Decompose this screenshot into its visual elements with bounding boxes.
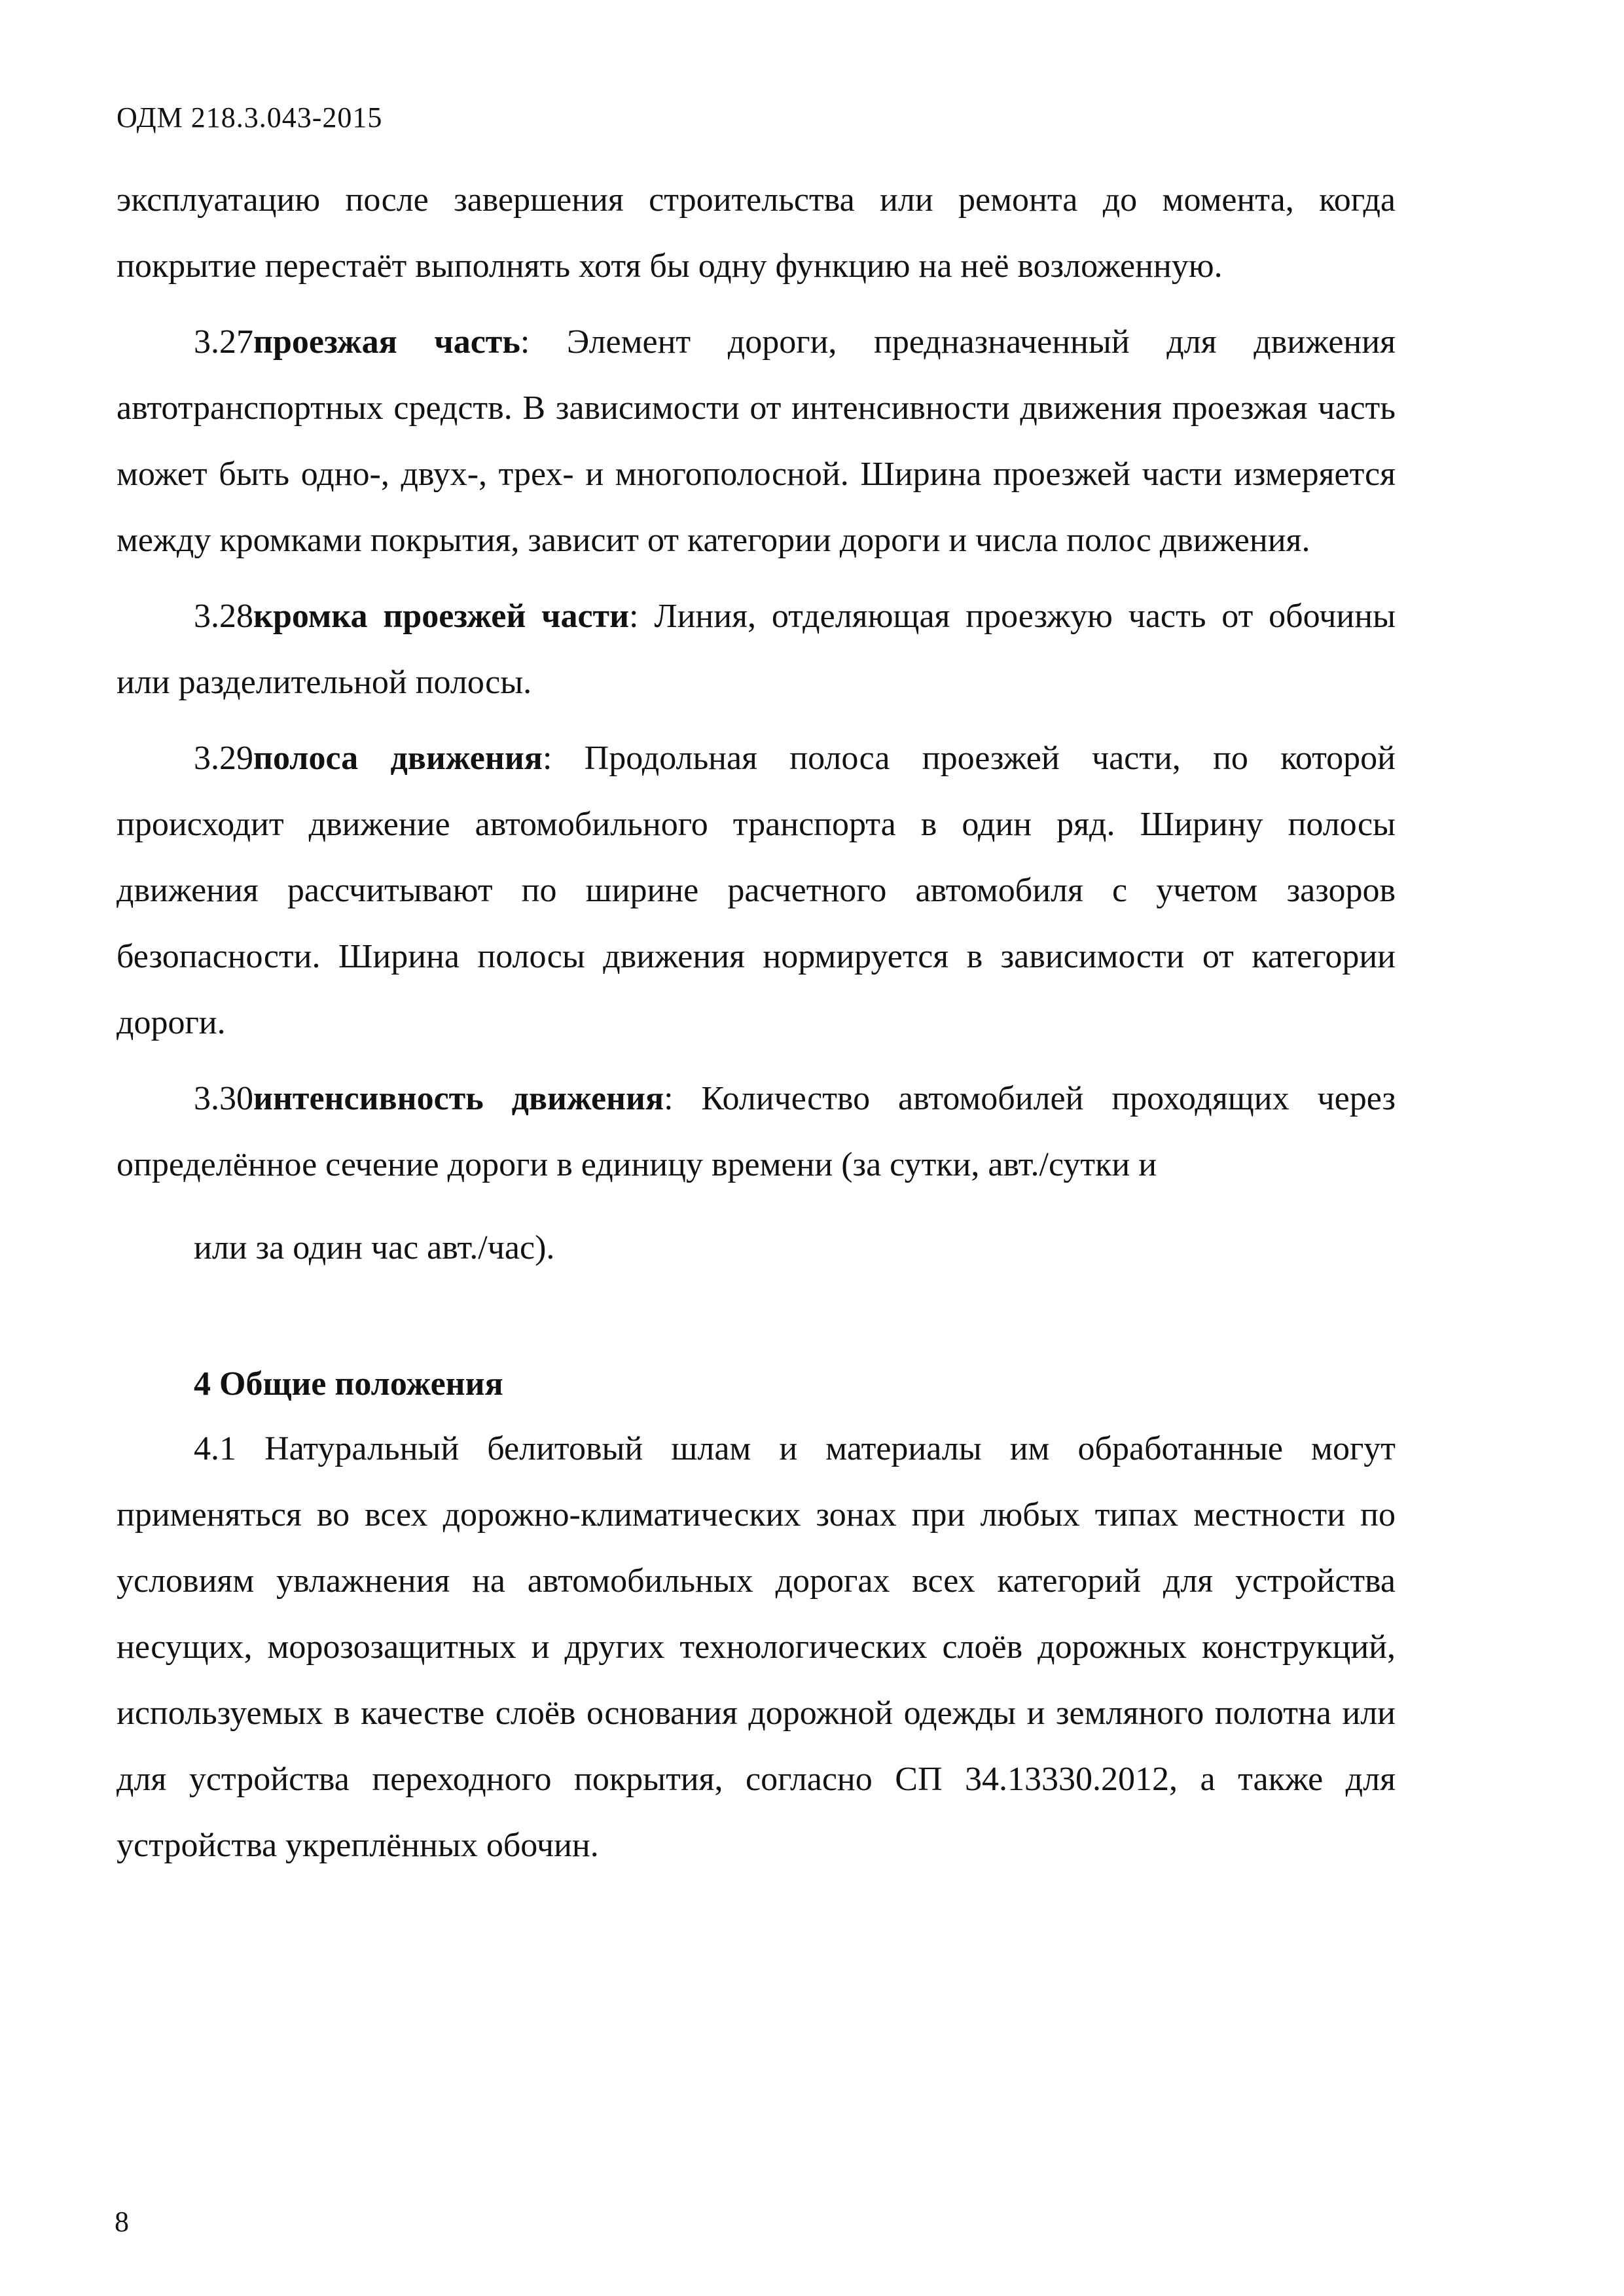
definition-text-tail: или за один час авт./час). <box>194 1229 555 1266</box>
document-code-header: ОДМ 218.3.043-2015 <box>117 101 383 134</box>
clause-number: 3.28 <box>194 598 253 635</box>
defined-term: интенсивность движения <box>253 1080 664 1117</box>
definition-3-27 <box>117 309 1396 573</box>
definition-text: : Продольная полоса проезжей части, по которой происходит движение автомобильного транспорта в один ряд. Ширину полосы движения рассчитывают по ширине расчетного автомобиля с учетом зазоров безопасности. Ширина полосы движения нормируется в зависимости от категории дороги. <box>117 740 1396 1041</box>
definition-3-30 <box>117 1066 1396 1281</box>
definition-text: : Элемент дороги, предназначенный для движения автотранспортных средств. В зависимости от интенсивности движения проезжая часть может быть одно-, двух-, трех- и многополосной. Ширина проезжей части измеряется между кромками покрытия, зависит от категории дороги и числа полос движения. <box>117 323 1396 559</box>
clause-number: 3.29 <box>194 740 253 777</box>
definition-text: : Количество автомобилей проходящих через определённое сечение дороги в единицу времени (за сутки, авт./сутки и <box>117 1080 1396 1183</box>
paragraph-4-1: 4.1 Натуральный белитовый шлам и материалы им обработанные могут применяться во всех дорожно-климатических зонах при любых типах местности по условиям увлажнения на автомобильных дорогах всех категорий для устройства несущих, морозозащитных и других технологических слоёв дорожных конструкций, используемых в качестве слоёв основания дорожной одежды и земляного полотна или для устройства переходного покрытия, согласно СП 34.13330.2012, а также для устройства укреплённых обочин. <box>117 1430 1396 1864</box>
defined-term: кромка проезжей части <box>253 598 630 635</box>
section-heading: 4 Общие положения <box>194 1365 503 1403</box>
clause-number: 3.30 <box>194 1080 253 1117</box>
document-body <box>117 167 1396 1878</box>
definition-3-28 <box>117 583 1396 715</box>
definition-3-29 <box>117 725 1396 1056</box>
defined-term: полоса движения <box>253 740 543 777</box>
clause-number: 3.27 <box>194 323 253 361</box>
defined-term: проезжая часть <box>253 323 520 361</box>
definition-text: : Линия, отделяющая проезжую часть от обочины или разделительной полосы. <box>117 598 1396 701</box>
paragraph-continuation: эксплуатацию после завершения строительства или ремонта до момента, когда покрытие перестаёт выполнять хотя бы одну функцию на неё возложенную. <box>117 181 1396 285</box>
page-number: 8 <box>115 2206 129 2238</box>
